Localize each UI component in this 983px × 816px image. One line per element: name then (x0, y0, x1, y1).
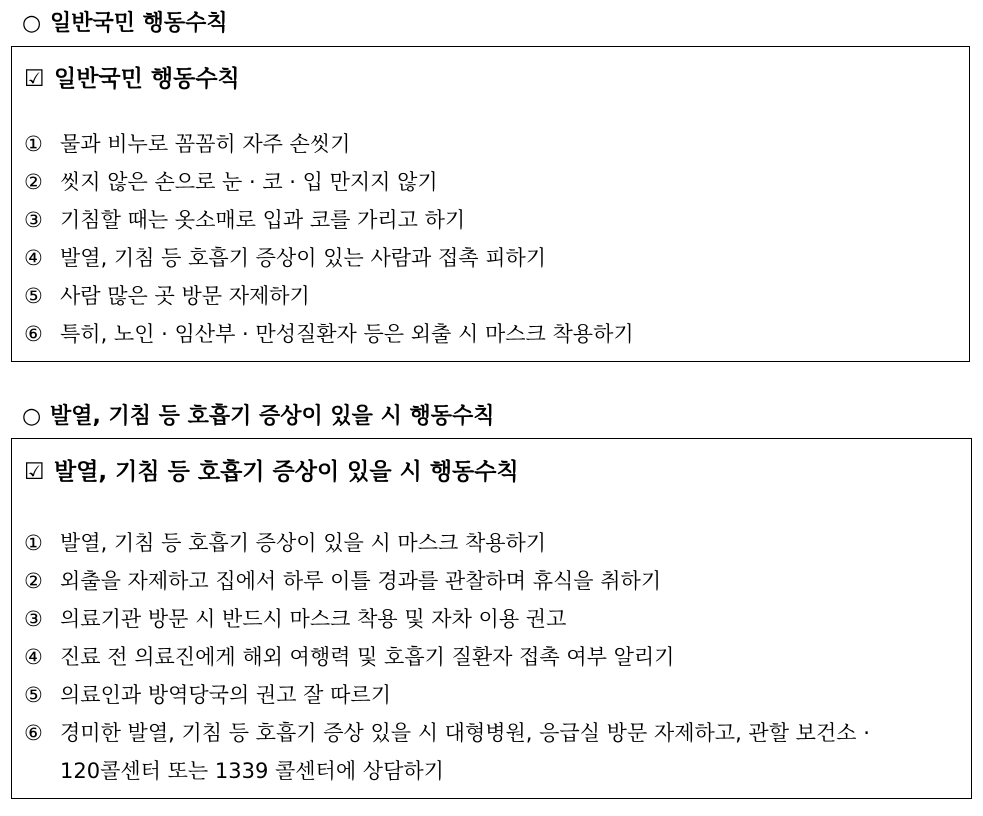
section2-box (11, 438, 972, 799)
circle-bullet-icon: ○ (22, 11, 42, 36)
item-text: 발열, 기침 등 호흡기 증상이 있는 사람과 접촉 피하기 (60, 246, 547, 270)
item-number: ① (24, 531, 43, 555)
list-item (24, 239, 959, 277)
list-item (24, 524, 961, 562)
section1-list (24, 125, 959, 353)
item-text: 물과 비누로 꼼꼼히 자주 손씻기 (60, 132, 351, 156)
section1-box (11, 46, 970, 362)
item-text: 씻지 않은 손으로 눈 · 코 · 입 만지지 않기 (60, 170, 438, 194)
list-item (24, 163, 959, 201)
item-text: 발열, 기침 등 호흡기 증상이 있을 시 마스크 착용하기 (60, 531, 547, 555)
checkbox-checked-icon: ☑ (24, 66, 45, 92)
section1-box-title-text: 일반국민 행동수칙 (54, 66, 240, 92)
section2-list (24, 524, 961, 790)
list-item (24, 638, 961, 676)
section1-heading (22, 11, 228, 37)
item-number: ⑥ (24, 322, 43, 346)
circle-bullet-icon: ○ (22, 404, 42, 429)
section2-box-title (24, 458, 519, 486)
list-item (24, 125, 959, 163)
item-text: 사람 많은 곳 방문 자제하기 (60, 284, 310, 308)
section2-heading (22, 404, 495, 430)
item-number: ⑥ (24, 721, 43, 745)
list-item (24, 277, 959, 315)
list-item (24, 562, 961, 600)
item-number: ⑤ (24, 284, 43, 308)
item-text: 의료인과 방역당국의 권고 잘 따르기 (60, 683, 391, 707)
section2-heading-text: 발열, 기침 등 호흡기 증상이 있을 시 행동수칙 (50, 404, 495, 429)
item-number: ⑤ (24, 683, 43, 707)
item-text: 진료 전 의료진에게 해외 여행력 및 호흡기 질환자 접촉 여부 알리기 (60, 645, 675, 669)
item-number: ④ (24, 645, 43, 669)
item-text: 의료기관 방문 시 반드시 마스크 착용 및 자차 이용 권고 (60, 607, 567, 631)
item-number: ② (24, 170, 43, 194)
item-number: ① (24, 132, 43, 156)
section1-heading-text: 일반국민 행동수칙 (50, 11, 228, 36)
section1-box-title (24, 65, 240, 93)
item-text: 기침할 때는 옷소매로 입과 코를 가리고 하기 (60, 208, 466, 232)
item-number: ② (24, 569, 43, 593)
item-text: 경미한 발열, 기침 등 호흡기 증상 있을 시 대형병원, 응급실 방문 자제하고, 관할 보건소 · 120콜센터 또는 1339 콜센터에 상담하기 (60, 721, 870, 783)
list-item (24, 201, 959, 239)
checkbox-checked-icon: ☑ (24, 459, 45, 485)
item-number: ④ (24, 246, 43, 270)
list-item (24, 676, 961, 714)
list-item (24, 714, 961, 790)
item-number: ③ (24, 208, 43, 232)
item-text: 특히, 노인 · 임산부 · 만성질환자 등은 외출 시 마스크 착용하기 (60, 322, 634, 346)
section2-box-title-text: 발열, 기침 등 호흡기 증상이 있을 시 행동수칙 (54, 459, 519, 485)
list-item (24, 600, 961, 638)
list-item (24, 315, 959, 353)
item-text: 외출을 자제하고 집에서 하루 이틀 경과를 관찰하며 휴식을 취하기 (60, 569, 662, 593)
item-number: ③ (24, 607, 43, 631)
